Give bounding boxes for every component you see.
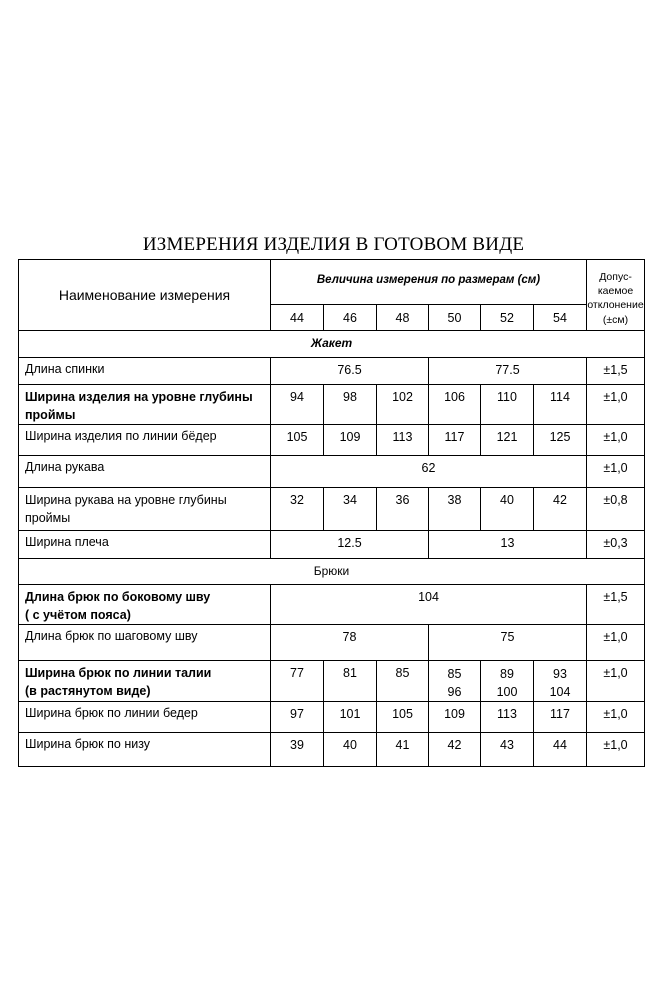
table-row: Длина брюк по боковому шву ( с учётом пояса) 104 ±1,5 — [19, 585, 645, 625]
table-row: Длина спинки 76.5 77.5 ±1,5 — [19, 358, 645, 385]
table-row: Ширина плеча 12.5 13 ±0,3 — [19, 531, 645, 559]
table-row: Длина рукава 62 ±1,0 — [19, 456, 645, 488]
table-row: Ширина брюк по линии талии (в растянутом виде) 77 81 85 85 96 89 100 93 104 ±1,0 — [19, 661, 645, 702]
size-50: 50 — [429, 305, 481, 331]
table-row: Ширина брюк по линии бедер 97 101 105 109 113 117 ±1,0 — [19, 702, 645, 733]
table-row: Ширина изделия по линии бёдер 105 109 113 117 121 125 ±1,0 — [19, 425, 645, 456]
size-44: 44 — [271, 305, 324, 331]
table-title: ИЗМЕРЕНИЯ ИЗДЕЛИЯ В ГОТОВОМ ВИДЕ — [142, 234, 525, 255]
section-pants: Брюки — [19, 559, 645, 585]
size-52: 52 — [481, 305, 534, 331]
table-row: Ширина брюк по низу 39 40 41 42 43 44 ±1,0 — [19, 733, 645, 767]
table-row: Ширина изделия на уровне глубины проймы 94 98 102 106 110 114 ±1,0 — [19, 385, 645, 425]
table-row: Ширина рукава на уровне глубины проймы 32 34 36 38 40 42 ±0,8 — [19, 488, 645, 531]
header-tolerance: Допус- каемое отклонение (±см) — [587, 260, 645, 331]
table-row: Длина брюк по шаговому шву 78 75 ±1,0 — [19, 625, 645, 661]
header-name: Наименование измерения — [19, 260, 271, 331]
measurements-table — [18, 259, 645, 767]
section-jacket: Жакет — [19, 331, 645, 358]
size-46: 46 — [324, 305, 377, 331]
size-54: 54 — [534, 305, 587, 331]
header-sizes: Величина измерения по размерам (см) — [271, 260, 587, 305]
size-48: 48 — [377, 305, 429, 331]
